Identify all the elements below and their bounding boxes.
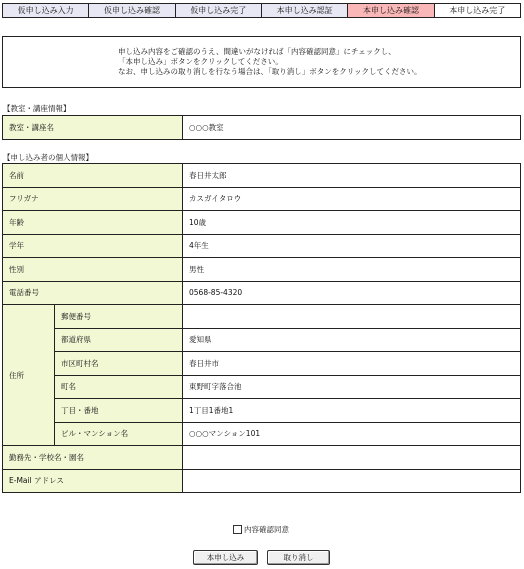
town-value: 東野町字落合池 — [183, 375, 521, 399]
table-row — [3, 375, 521, 399]
age-value: 10歳 — [183, 211, 521, 235]
course-name-label: 教室・講座名 — [3, 116, 183, 140]
block-value: 1丁目1番地1 — [183, 399, 521, 423]
table-row — [3, 187, 521, 211]
table-row — [3, 446, 521, 470]
table-row — [3, 258, 521, 282]
table-row — [3, 352, 521, 376]
step-provisional-complete: 仮申し込み完了 — [176, 4, 262, 17]
personal-info-table — [2, 163, 521, 493]
table-row — [3, 328, 521, 352]
table-row — [3, 211, 521, 235]
email-label: E-Mail アドレス — [3, 469, 183, 493]
age-label: 年齢 — [3, 211, 183, 235]
building-label: ビル・マンション名 — [55, 422, 183, 446]
email-value — [183, 469, 521, 493]
postal-label: 郵便番号 — [55, 305, 183, 329]
section-course-title: 【教室・講座情報】 — [3, 104, 71, 113]
table-row — [3, 305, 521, 329]
workplace-value — [183, 446, 521, 470]
submit-button[interactable]: 本申し込み — [193, 550, 258, 565]
instruction-notice — [2, 36, 521, 88]
agree-checkbox-row[interactable] — [233, 524, 289, 535]
cancel-button[interactable]: 取り消し — [267, 550, 330, 565]
name-label: 名前 — [3, 164, 183, 188]
kana-value: カスガイタロウ — [183, 187, 521, 211]
section-personal-title: 【申し込み者の個人情報】 — [3, 153, 93, 162]
gender-value: 男性 — [183, 258, 521, 282]
workplace-label: 勤務先・学校名・園名 — [3, 446, 183, 470]
block-label: 丁目・番地 — [55, 399, 183, 423]
prefecture-value: 愛知県 — [183, 328, 521, 352]
table-row — [3, 422, 521, 446]
step-provisional-input: 仮申し込み入力 — [3, 4, 89, 17]
course-name-value: ○○○教室 — [183, 116, 521, 140]
notice-line-2: 「本申し込み」ボタンをクリックしてください。 — [118, 57, 283, 66]
notice-line-3: なお、申し込みの取り消しを行なう場合は、「取り消し」ボタンをクリックしてください。 — [118, 67, 422, 76]
agree-checkbox[interactable] — [233, 525, 242, 534]
notice-line-1: 申し込み内容をご確認のうえ、間違いがなければ「内容確認同意」にチェックし、 — [118, 47, 396, 56]
grade-label: 学年 — [3, 234, 183, 258]
address-label: 住所 — [3, 305, 55, 446]
progress-steps — [2, 3, 521, 18]
town-label: 町名 — [55, 375, 183, 399]
city-label: 市区町村名 — [55, 352, 183, 376]
step-provisional-confirm: 仮申し込み確認 — [89, 4, 175, 17]
step-final-auth: 本申し込み認証 — [262, 4, 348, 17]
kana-label: フリガナ — [3, 187, 183, 211]
grade-value: 4年生 — [183, 234, 521, 258]
step-final-complete: 本申し込み完了 — [435, 4, 520, 17]
phone-label: 電話番号 — [3, 281, 183, 305]
table-row — [3, 164, 521, 188]
table-row — [3, 234, 521, 258]
step-final-confirm: 本申し込み確認 — [348, 4, 434, 17]
table-row — [3, 469, 521, 493]
table-row — [3, 281, 521, 305]
table-row — [3, 399, 521, 423]
postal-value — [183, 305, 521, 329]
gender-label: 性別 — [3, 258, 183, 282]
building-value: ○○○マンション101 — [183, 422, 521, 446]
phone-value: 0568-85-4320 — [183, 281, 521, 305]
table-row — [3, 116, 521, 140]
name-value: 春日井太郎 — [183, 164, 521, 188]
prefecture-label: 都道府県 — [55, 328, 183, 352]
course-info-table — [2, 115, 521, 140]
city-value: 春日井市 — [183, 352, 521, 376]
agree-label: 内容確認同意 — [244, 525, 289, 534]
